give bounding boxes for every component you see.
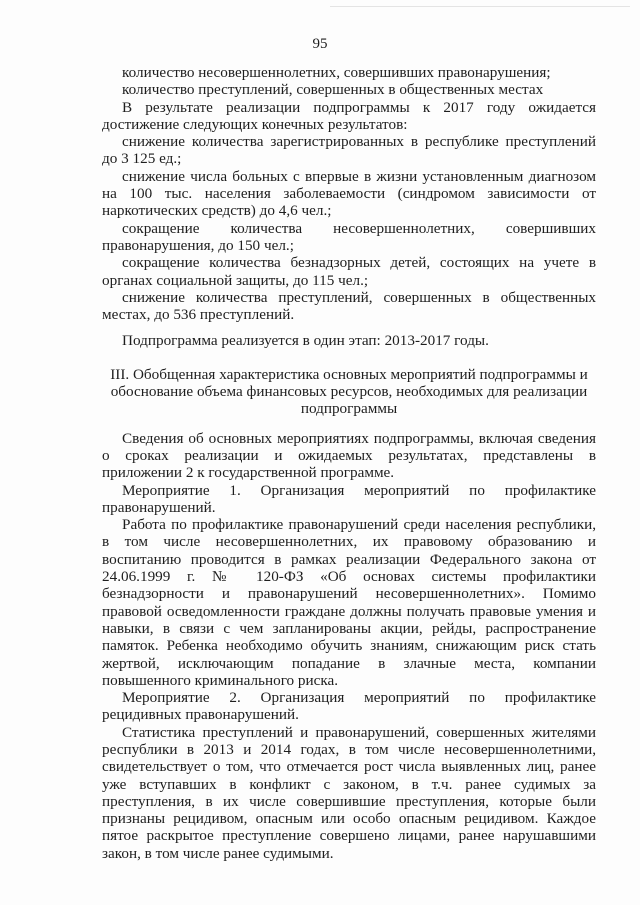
paragraph: количество преступлений, совершенных в общественных местах (122, 81, 544, 99)
scan-edge-line (330, 6, 630, 7)
paragraph: количество несовершеннолетних, совершивших правонарушения; (122, 64, 551, 81)
paragraph: Подпрограмма реализуется в один этап: 2013-2017 годы. (122, 332, 489, 350)
page-number: 95 (312, 36, 328, 52)
paragraph: снижение числа больных с впервые в жизни установленным диагнозом на 100 тыс. населения заболеваемости (синдромом зависимости от наркотических средств) до 4,6 чел.; (102, 167, 596, 220)
paragraph: Работа по профилактике правонарушений среди населения республики, в том числе несовершеннолетних, их правовому образованию и воспитанию проводится в рамках реализации Федерального закона от 24.06.1999 г. № 120-ФЗ «Об основах системы профилактики безнадзорности и правонарушений несовершеннолетних». Помимо правовой осведомленности граждане должны получать правовые умения и навыки, в связи с чем запланированы акции, рейды, распространение памяток. Ребенка необходимо обучить знаниям, снижающим риск стать жертвой, исключающим попадание в злачные места, компании повышенного криминального риска. (102, 516, 596, 689)
page-body (102, 64, 596, 862)
paragraph: Мероприятие 2. Организация мероприятий по профилактике рецидивных правонарушений. (102, 689, 596, 724)
paragraph: сокращение количества несовершеннолетних, совершивших правонарушения, до 150 чел.; (102, 219, 596, 254)
section-heading: III. Обобщенная характеристика основных мероприятий подпрограммы и обоснование объема финансовых ресурсов, необходимых для реализации подпрограммы (110, 365, 588, 418)
paragraph: сокращение количества безнадзорных детей, состоящих на учете в органах социальной защиты, до 115 чел.; (102, 254, 596, 289)
paragraph: В результате реализации подпрограммы к 2017 году ожидается достижение следующих конечных результатов: (102, 98, 596, 133)
paragraph: Сведения об основных мероприятиях подпрограммы, включая сведения о сроках реализации и ожидаемых результатах, представлены в приложении 2 к государственной программе. (102, 429, 596, 482)
paragraph: снижение количества зарегистрированных в республике преступлений до 3 125 ед.; (102, 133, 596, 168)
paragraph: Статистика преступлений и правонарушений, совершенных жителями республики в 2013 и 2014 годах, в том числе несовершеннолетними, свидетельствует о том, что отмечается рост числа выявленных лиц, ранее уже вступавших в конфликт с законом, в т.ч. ранее судимых за преступления, в их числе совершившие преступления, которые были признаны рецидивом, опасным или особо опасным рецидивом. Каждое пятое раскрытое преступление совершено лицами, ранее нарушавшими закон, в том числе ранее судимыми. (102, 723, 596, 862)
paragraph: снижение количества преступлений, совершенных в общественных местах, до 536 преступлений. (102, 288, 596, 324)
paragraph: Мероприятие 1. Организация мероприятий по профилактике правонарушений. (102, 481, 596, 516)
